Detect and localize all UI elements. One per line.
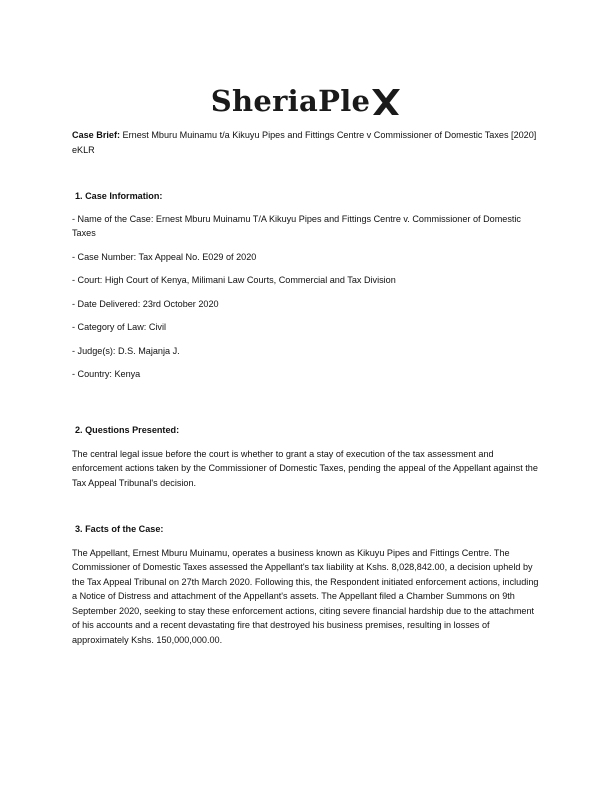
section-heading-facts: 3. Facts of the Case:: [75, 524, 164, 535]
case-brief-label: Case Brief:: [72, 130, 121, 140]
case-info-item: - Case Number: Tax Appeal No. E029 of 2020: [72, 251, 257, 262]
case-info-item: - Category of Law: Civil: [72, 322, 167, 333]
case-brief-title: Ernest Mburu Muinamu t/a Kikuyu Pipes and Fittings Centre v Commissioner of Domestic Taxes [2020] eKLR: [72, 130, 537, 155]
case-info-item: - Country: Kenya: [72, 369, 141, 380]
case-info-item: - Date Delivered: 23rd October 2020: [72, 298, 219, 309]
section-heading-questions-presented: 2. Questions Presented:: [75, 425, 180, 436]
case-info-item: - Judge(s): D.S. Majanja J.: [72, 345, 180, 356]
case-info-item: - Court: High Court of Kenya, Milimani Law Courts, Commercial and Tax Division: [72, 275, 396, 286]
sheriaplex-logo: [0, 78, 612, 124]
logo-x-mark-icon: [371, 87, 401, 117]
case-information-list: [72, 212, 542, 382]
section-heading-case-information: 1. Case Information:: [75, 191, 163, 202]
brief-content: [72, 128, 542, 648]
logo-text: SheriaPle: [210, 84, 371, 118]
questions-presented-text: The central legal issue before the court is whether to grant a stay of execution of the tax assessment and enforcement actions taken by the Commissioner of Domestic Taxes, pending the appeal of the Appellant against the Tax Appeal Tribunal's decision.: [72, 448, 538, 488]
case-brief-line: [72, 128, 542, 157]
facts-text: The Appellant, Ernest Mburu Muinamu, operates a business known as Kikuyu Pipes and Fittings Centre. The Commissioner of Domestic Taxes assessed the Appellant's tax liability at Kshs. 8,028,842.00, a decision upheld by the Tax Appeal Tribunal on 27th March 2020. Following this, the Respondent initiated enforcement actions, including a Notice of Distress and attachment of the Appellant's assets. The Appellant filed a Chamber Summons on 9th September 2020, seeking to stay these enforcement actions, citing severe financial hardship due to the attachment of his accounts and a recent devastating fire that destroyed his business premises, resulting in losses of approximately Kshs. 150,000,000.00.: [72, 547, 539, 646]
case-info-item: - Name of the Case: Ernest Mburu Muinamu T/A Kikuyu Pipes and Fittings Centre v. Commissioner of Domestic Taxes: [72, 213, 521, 239]
